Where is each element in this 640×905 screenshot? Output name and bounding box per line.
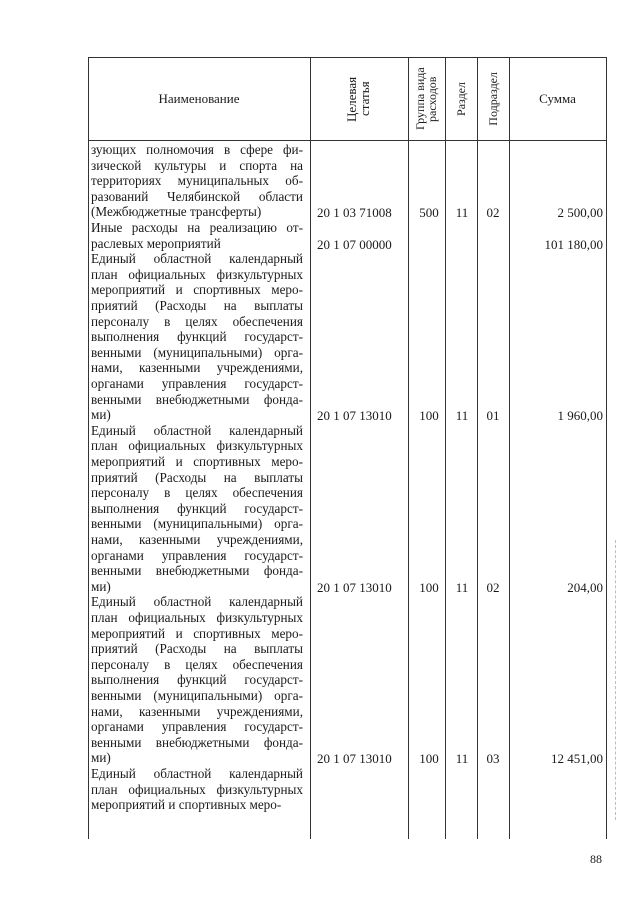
row-section: 11	[455, 205, 469, 221]
row-amount: 101 180,00	[544, 236, 603, 252]
scan-artifact	[615, 540, 616, 820]
row-name-line: выполнения функций государст-	[91, 329, 303, 345]
row-code: 20 1 07 13010	[317, 408, 392, 424]
row-amount: 2 500,00	[557, 205, 603, 221]
header-expense-group-label: Группа вида расходов	[412, 67, 439, 130]
header-name	[88, 57, 310, 140]
row-name-line: раслевых мероприятий	[91, 235, 221, 251]
row-name-line: зующих полномочия в сфере фи-	[91, 142, 303, 157]
row-subsection: 02	[486, 579, 500, 595]
row-name-line: персоналу в целях обеспечения	[91, 485, 303, 501]
row-code: 20 1 07 13010	[317, 579, 392, 595]
row-name	[91, 594, 303, 766]
row-subsection: 01	[486, 408, 500, 424]
row-name-line: выполнения функций государст-	[91, 672, 303, 688]
row-amount: 204,00	[567, 579, 603, 595]
row-code: 20 1 07 13010	[317, 751, 392, 767]
page-number: 88	[590, 852, 602, 866]
row-name-line: выполнения функций государст-	[91, 500, 303, 516]
row-name-line: разований Челябинской области	[91, 188, 303, 204]
row-name-line: (Межбюджетные трансферты)	[91, 204, 262, 220]
column-divider	[477, 57, 478, 839]
header-sum	[509, 57, 606, 140]
header-name-label: Наименование	[158, 90, 240, 106]
header-subsection-label: Подраздел	[486, 71, 500, 126]
row-name-line: нами, казенными учреждениями,	[91, 531, 303, 547]
row-name-line: ми)	[91, 407, 111, 423]
row-amount: 1 960,00	[557, 408, 603, 424]
row-name-line: венными (муниципальными) орга-	[91, 687, 303, 703]
table-border-right	[606, 57, 607, 839]
row-name-line: органами управления государст-	[91, 719, 303, 735]
table-border-left	[88, 57, 89, 839]
row-name-line: Иные расходы на реализацию от-	[91, 220, 303, 235]
row-name-line: план официальных физкультурных	[91, 438, 303, 454]
row-name	[91, 766, 303, 813]
row-expense-group: 500	[419, 205, 439, 221]
row-section: 11	[455, 408, 469, 424]
row-name-line: венными внебюджетными фонда-	[91, 563, 303, 579]
row-name-line: территориях муниципальных об-	[91, 173, 303, 189]
row-code: 20 1 07 00000	[317, 236, 392, 252]
row-name-line: мероприятий и спортивных меро-	[91, 282, 303, 298]
row-name-line: мероприятий и спортивных меро-	[91, 453, 303, 469]
row-name-line: Единый областной календарный	[91, 422, 303, 438]
row-name-line: зической культуры и спорта на	[91, 157, 303, 173]
row-expense-group: 100	[419, 579, 439, 595]
column-divider	[408, 57, 409, 839]
row-name-line: венными внебюджетными фонда-	[91, 734, 303, 750]
row-section: 11	[455, 751, 469, 767]
row-name	[91, 142, 303, 220]
row-name-line: нами, казенными учреждениями,	[91, 360, 303, 376]
row-name-line: персоналу в целях обеспечения	[91, 656, 303, 672]
row-subsection: 03	[486, 751, 500, 767]
row-name-line: план официальных физкультурных	[91, 781, 303, 797]
row-name-line: Единый областной календарный	[91, 594, 303, 610]
header-section	[445, 57, 477, 140]
row-name-line: мероприятий и спортивных меро-	[91, 797, 282, 813]
row-name-line: венными внебюджетными фонда-	[91, 391, 303, 407]
header-target-article-label: Целевая статья	[344, 75, 372, 122]
row-name-line: венными (муниципальными) орга-	[91, 344, 303, 360]
row-name-line: персоналу в целях обеспечения	[91, 313, 303, 329]
row-name-line: органами управления государст-	[91, 375, 303, 391]
row-name-line: приятий (Расходы на выплаты	[91, 297, 303, 313]
row-name-line: план официальных физкультурных	[91, 266, 303, 282]
row-name-line: ми)	[91, 750, 111, 766]
row-name-line: план официальных физкультурных	[91, 609, 303, 625]
row-name	[91, 251, 303, 423]
row-expense-group: 100	[419, 751, 439, 767]
row-name-line: ми)	[91, 578, 111, 594]
row-name	[91, 423, 303, 595]
row-expense-group: 100	[419, 408, 439, 424]
header-subsection	[477, 57, 509, 140]
row-name-line: Единый областной календарный	[91, 766, 303, 781]
header-target-article	[310, 57, 408, 140]
header-section-label: Раздел	[454, 81, 468, 116]
header-divider	[88, 140, 607, 141]
row-name-line: Единый областной календарный	[91, 251, 303, 267]
row-name-line: органами управления государст-	[91, 547, 303, 563]
column-divider	[445, 57, 446, 839]
row-code: 20 1 03 71008	[317, 205, 392, 221]
row-name-line: приятий (Расходы на выплаты	[91, 641, 303, 657]
column-divider	[509, 57, 510, 839]
row-section: 11	[455, 579, 469, 595]
row-name	[91, 220, 303, 251]
row-amount: 12 451,00	[551, 751, 603, 767]
column-divider	[310, 57, 311, 839]
row-name-line: приятий (Расходы на выплаты	[91, 469, 303, 485]
row-name-line: венными (муниципальными) орга-	[91, 516, 303, 532]
header-expense-group	[408, 57, 445, 140]
header-sum-label: Сумма	[539, 90, 576, 106]
row-name-line: нами, казенными учреждениями,	[91, 703, 303, 719]
row-subsection: 02	[486, 205, 500, 221]
row-name-line: мероприятий и спортивных меро-	[91, 625, 303, 641]
